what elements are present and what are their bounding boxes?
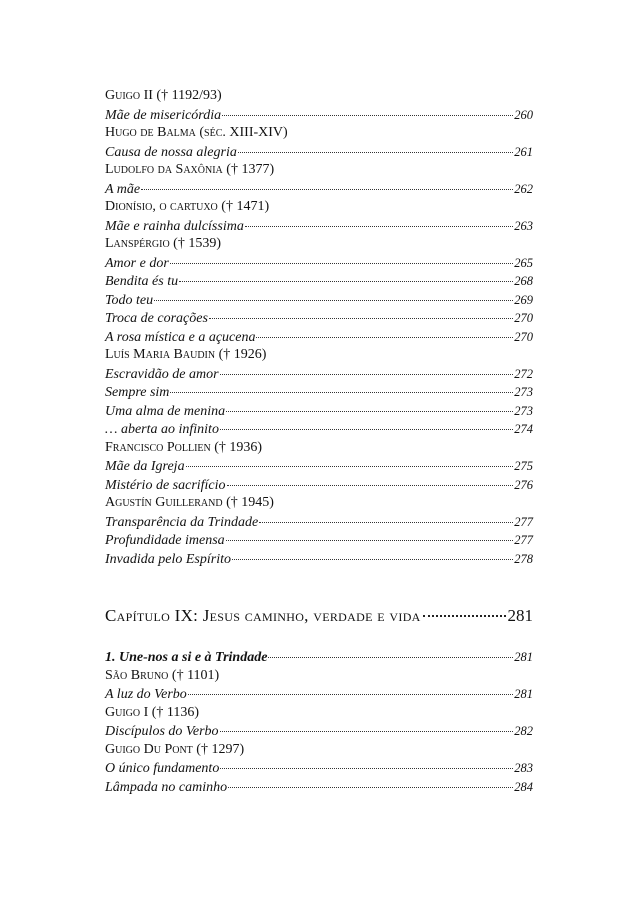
entry-page: 261 bbox=[514, 144, 533, 159]
dot-leader bbox=[220, 731, 514, 732]
toc-author: Guigo Du Pont († 1297) bbox=[105, 741, 245, 757]
dot-leader bbox=[423, 615, 506, 617]
entry-title: Invadida pelo Espírito bbox=[105, 551, 231, 567]
toc-entry[interactable] bbox=[105, 778, 533, 797]
entry-page: 263 bbox=[514, 218, 533, 233]
entry-page: 284 bbox=[514, 779, 533, 794]
toc-author: Lanspérgio († 1539) bbox=[105, 236, 221, 251]
entry-page: 281 bbox=[514, 687, 533, 701]
toc-entry[interactable] bbox=[105, 550, 533, 569]
entry-title: Mãe de misericórdia bbox=[105, 107, 222, 123]
entry-title: 1. Une-nos a si e à Trindade bbox=[105, 650, 268, 665]
dot-leader bbox=[245, 226, 513, 227]
toc-entry[interactable] bbox=[105, 402, 533, 421]
toc-entry[interactable] bbox=[105, 106, 533, 125]
toc-block-1 bbox=[105, 87, 533, 568]
dot-leader bbox=[170, 263, 513, 264]
toc-entry[interactable] bbox=[105, 685, 533, 704]
entry-title: Uma alma de menina bbox=[105, 403, 226, 419]
dot-leader bbox=[209, 318, 513, 319]
entry-title: A mãe bbox=[105, 181, 141, 197]
entry-page: 270 bbox=[514, 329, 533, 344]
entry-title: Mãe da Igreja bbox=[105, 459, 185, 474]
entry-title: Todo teu bbox=[105, 292, 154, 308]
toc-entry[interactable] bbox=[105, 180, 533, 199]
entry-title: Lâmpada no caminho bbox=[105, 779, 228, 795]
dot-leader bbox=[220, 374, 514, 375]
dot-leader bbox=[256, 337, 513, 338]
toc-section[interactable] bbox=[105, 648, 533, 667]
entry-title: Mistério de sacrifício bbox=[105, 477, 226, 493]
dot-leader bbox=[186, 466, 514, 467]
dot-leader bbox=[228, 787, 513, 788]
entry-title: A luz do Verbo bbox=[105, 687, 187, 702]
entry-page: 268 bbox=[514, 274, 533, 288]
toc-entry[interactable] bbox=[105, 457, 533, 476]
dot-leader bbox=[259, 522, 513, 523]
dot-leader bbox=[227, 485, 514, 486]
toc-author: Agustín Guillerand († 1945) bbox=[105, 495, 274, 510]
dot-leader bbox=[268, 657, 513, 658]
entry-page: 273 bbox=[514, 403, 533, 418]
chapter-title: Capítulo IX: Jesus caminho, verdade e vida bbox=[105, 606, 421, 625]
entry-page: 260 bbox=[514, 107, 533, 122]
entry-title: … aberta ao infinito bbox=[105, 422, 219, 437]
entry-page: 282 bbox=[514, 724, 533, 738]
entry-page: 281 bbox=[514, 650, 533, 664]
toc-entry[interactable] bbox=[105, 217, 533, 236]
entry-title: Discípulos do Verbo bbox=[105, 724, 219, 739]
dot-leader bbox=[188, 694, 513, 695]
dot-leader bbox=[222, 115, 513, 116]
entry-title: Escravidão de amor bbox=[105, 366, 219, 382]
toc-author: Hugo de Balma (séc. XIII-XIV) bbox=[105, 125, 288, 140]
entry-page: 269 bbox=[514, 292, 533, 307]
entry-page: 273 bbox=[514, 385, 533, 399]
toc-author: Guigo I († 1136) bbox=[105, 704, 200, 720]
entry-page: 277 bbox=[514, 533, 533, 547]
toc-entry[interactable] bbox=[105, 476, 533, 495]
toc-block-2 bbox=[105, 648, 533, 796]
toc-author: Guigo II († 1192/93) bbox=[105, 88, 222, 103]
entry-page: 274 bbox=[514, 422, 533, 436]
toc-entry[interactable] bbox=[105, 513, 533, 532]
toc-entry[interactable] bbox=[105, 291, 533, 310]
chapter-page: 281 bbox=[507, 606, 533, 625]
entry-page: 270 bbox=[514, 311, 533, 325]
toc-author: Dionísio, o cartuxo († 1471) bbox=[105, 199, 270, 214]
entry-page: 272 bbox=[514, 366, 533, 381]
toc-entry[interactable] bbox=[105, 722, 533, 741]
entry-page: 277 bbox=[514, 514, 533, 529]
toc-entry[interactable] bbox=[105, 272, 533, 291]
entry-title: A rosa mística e a açucena bbox=[105, 329, 256, 345]
entry-title: Causa de nossa alegria bbox=[105, 144, 237, 160]
dot-leader bbox=[179, 281, 513, 282]
toc-entry[interactable] bbox=[105, 420, 533, 439]
dot-leader bbox=[226, 411, 513, 412]
dot-leader bbox=[220, 768, 513, 769]
toc-author: Ludolfo da Saxônia († 1377) bbox=[105, 162, 275, 177]
dot-leader bbox=[220, 429, 513, 430]
dot-leader bbox=[226, 540, 514, 541]
toc-entry[interactable] bbox=[105, 328, 533, 347]
toc-entry[interactable] bbox=[105, 309, 533, 328]
toc-entry[interactable] bbox=[105, 254, 533, 273]
toc-entry[interactable] bbox=[105, 759, 533, 778]
dot-leader bbox=[238, 152, 513, 153]
entry-title: Troca de corações bbox=[105, 311, 208, 326]
entry-page: 265 bbox=[514, 255, 533, 270]
dot-leader bbox=[170, 392, 513, 393]
toc-author: Francisco Pollien († 1936) bbox=[105, 439, 263, 455]
entry-title: Bendita és tu bbox=[105, 274, 179, 289]
entry-page: 262 bbox=[514, 181, 533, 196]
entry-page: 275 bbox=[514, 459, 533, 473]
entry-title: Sempre sim bbox=[105, 385, 170, 400]
toc-author: São Bruno († 1101) bbox=[105, 667, 220, 683]
toc-author: Luís Maria Baudin († 1926) bbox=[105, 347, 267, 362]
toc-entry[interactable] bbox=[105, 143, 533, 162]
entry-title: O único fundamento bbox=[105, 761, 220, 776]
dot-leader bbox=[154, 300, 513, 301]
entry-title: Amor e dor bbox=[105, 255, 169, 271]
entry-page: 278 bbox=[514, 551, 533, 566]
chapter-heading bbox=[105, 606, 533, 626]
toc-entry[interactable] bbox=[105, 383, 533, 402]
entry-page: 283 bbox=[514, 761, 533, 775]
dot-leader bbox=[232, 559, 513, 560]
entry-title: Profundidade imensa bbox=[105, 533, 225, 548]
dot-leader bbox=[141, 189, 513, 190]
toc-entry[interactable] bbox=[105, 365, 533, 384]
entry-page: 276 bbox=[514, 477, 533, 492]
entry-title: Mãe e rainha dulcíssima bbox=[105, 218, 244, 234]
toc-entry[interactable] bbox=[105, 531, 533, 550]
entry-title: Transparência da Trindade bbox=[105, 514, 259, 530]
